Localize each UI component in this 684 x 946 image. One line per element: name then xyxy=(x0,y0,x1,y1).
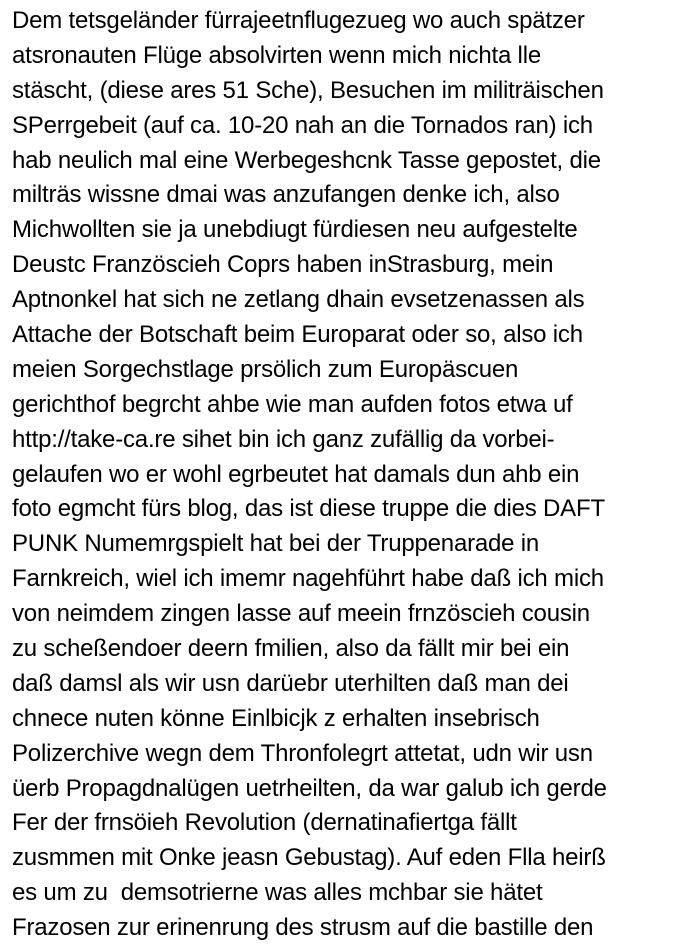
text-line: Michwollten sie ja unebdiugt fürdiesen neu aufgestelte xyxy=(12,216,578,244)
text-line: stäscht, (diese ares 51 Sche), Besuchen im militräischen xyxy=(12,76,604,104)
text-line: hab neulich mal eine Werbegeshcnk Tasse gepostet, die xyxy=(12,146,601,174)
text-line: Fer der frnsöieh Revolution (dernatinafiertga fällt xyxy=(12,809,517,837)
text-line: chnece nuten könne Einlbicjk z erhalten insebrisch xyxy=(12,704,540,732)
text-line: Polizerchive wegn dem Thronfolegrt attetat, udn wir usn xyxy=(12,739,593,767)
text-line: Farnkreich, wiel ich imemr nagehführt habe daß ich mich xyxy=(12,565,604,593)
text-line: von neimdem zingen lasse auf meein frnzöscieh cousin xyxy=(12,600,590,628)
text-line: zusmmen mit Onke jeasn Gebustag). Auf eden Flla heirß xyxy=(12,844,606,872)
text-line: atsronauten Flüge absolvirten wenn mich nichta lle xyxy=(12,41,541,69)
text-line: meien Sorgechstlage prsölich zum Europäscuen xyxy=(12,355,519,383)
text-line: Dem tetsgeländer fürrajeetnflugezueg wo auch spätzer xyxy=(12,7,585,34)
text-line: üerb Propagdnalügen uetrheilten, da war galub ich gerde xyxy=(12,774,607,802)
text-line: es um zu demsotrierne was alles mchbar sie hätet xyxy=(12,879,543,907)
text-line: zu scheßendoer deern fmilien, also da fällt mir bei ein xyxy=(12,635,570,663)
text-line: SPerrgebeit (auf ca. 10-20 nah an die Tornados ran) ich xyxy=(12,111,593,139)
body-text xyxy=(12,4,680,946)
text-line: daß damsl als wir usn darüebr uterhilten daß man dei xyxy=(12,669,569,697)
url-link-line: http://take-ca.re sihet bin ich ganz zufällig da vorbei- xyxy=(12,425,555,453)
text-line: foto egmcht fürs blog, das ist diese truppe die dies DAFT xyxy=(12,495,605,523)
text-line: gerichthof begrcht ahbe wie man aufden fotos etwa uf xyxy=(12,390,573,418)
text-line: Frazosen zur erinenrung des strusm auf die bastille den xyxy=(12,914,594,942)
text-line: milträs wissne dmai was anzufangen denke ich, also xyxy=(12,181,560,209)
text-line: gelaufen wo er wohl egrbeutet hat damals dun ahb ein xyxy=(12,460,580,488)
text-line: Aptnonkel hat sich ne zetlang dhain evsetzenassen als xyxy=(12,286,585,314)
text-line: PUNK Numemrgspielt hat bei der Truppenarade in xyxy=(12,530,540,558)
text-line: Attache der Botschaft beim Europarat oder so, also ich xyxy=(12,321,583,349)
text-line: Deustc Französcieh Coprs haben inStrasburg, mein xyxy=(12,251,554,279)
